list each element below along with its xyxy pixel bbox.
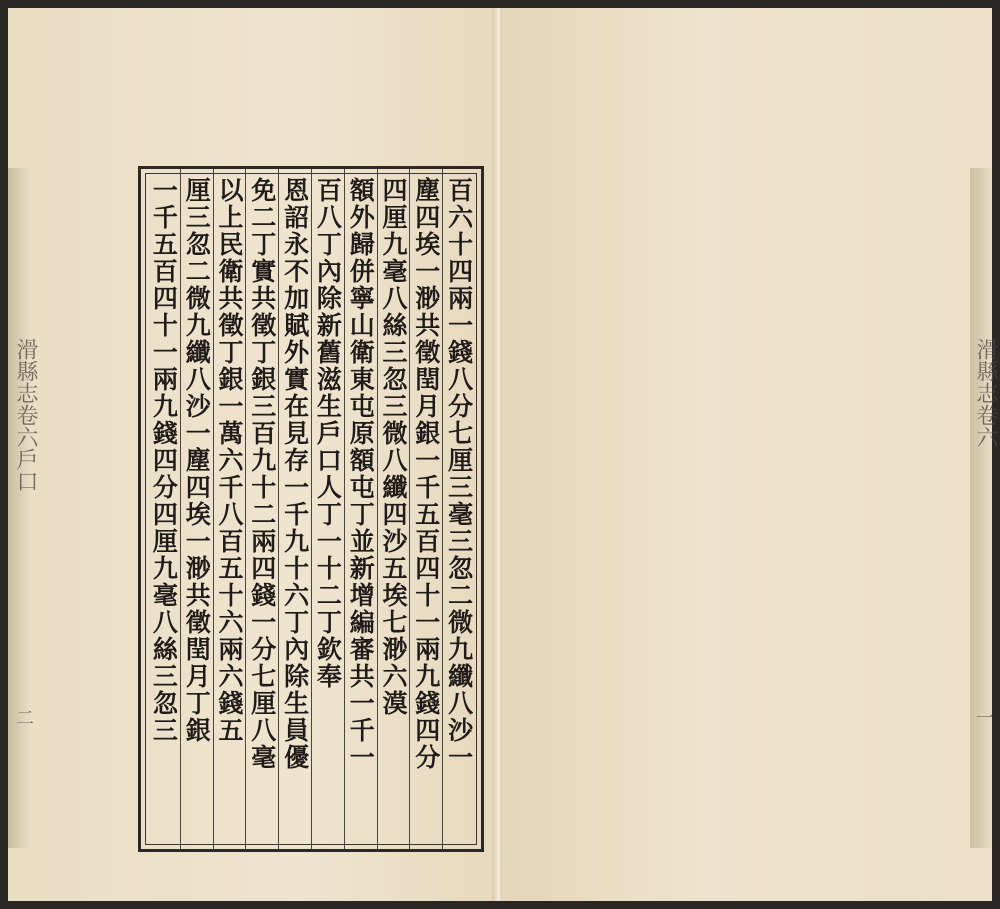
- left-text-column: 百六十四兩一錢八分七厘三毫三忽二微九纖八沙一: [444, 177, 474, 771]
- left-column-rule: [278, 169, 279, 849]
- left-page: [8, 8, 496, 901]
- left-text-column: 百八丁內除新舊滋生戶口人丁一十二丁欽奉: [313, 177, 343, 690]
- left-column-rule: [213, 169, 214, 849]
- left-text-column: 恩詔永不加賦外實在見存一千九十六丁內除生員優: [280, 177, 310, 771]
- right-page-number: 一: [973, 708, 994, 726]
- right-margin-title: 滑縣志卷六: [973, 338, 998, 448]
- left-text-frame: [138, 166, 484, 852]
- book-spread: [8, 8, 998, 901]
- left-text-column: 額外歸併寧山衛東屯原額屯丁並新增編審共一千一: [346, 177, 376, 771]
- left-page-edge: [8, 168, 30, 848]
- left-column-rule: [409, 169, 410, 849]
- left-column-rule: [311, 169, 312, 849]
- left-text-column: 以上民衛共徵丁銀一萬六千八百五十六兩六錢五: [215, 177, 244, 744]
- left-column-rule: [377, 169, 378, 849]
- left-text-column: 塵四埃一渺共徵閏月銀一千五百四十一兩九錢四分: [411, 177, 441, 771]
- left-column-rule: [245, 169, 246, 849]
- left-text-column: 四厘九毫八絲三忽三微八纖四沙五埃七渺六漠: [379, 177, 408, 717]
- right-page: [500, 8, 998, 901]
- left-column-rule: [344, 169, 345, 849]
- left-text-column: 免二丁實共徵丁銀三百九十二兩四錢一分七厘八毫: [247, 177, 277, 771]
- left-text-column: 厘三忽二微九纖八沙一塵四埃一渺共徵閏月丁銀: [182, 177, 212, 744]
- left-margin-title: 滑縣志卷六戶口: [13, 338, 38, 492]
- left-column-rule: [442, 169, 443, 849]
- left-text-column: 一千五百四十一兩九錢四分四厘九毫八絲三忽三: [149, 177, 179, 744]
- right-page-edge: [970, 168, 992, 848]
- left-page-number: 二: [13, 708, 34, 726]
- left-column-rule: [180, 169, 181, 849]
